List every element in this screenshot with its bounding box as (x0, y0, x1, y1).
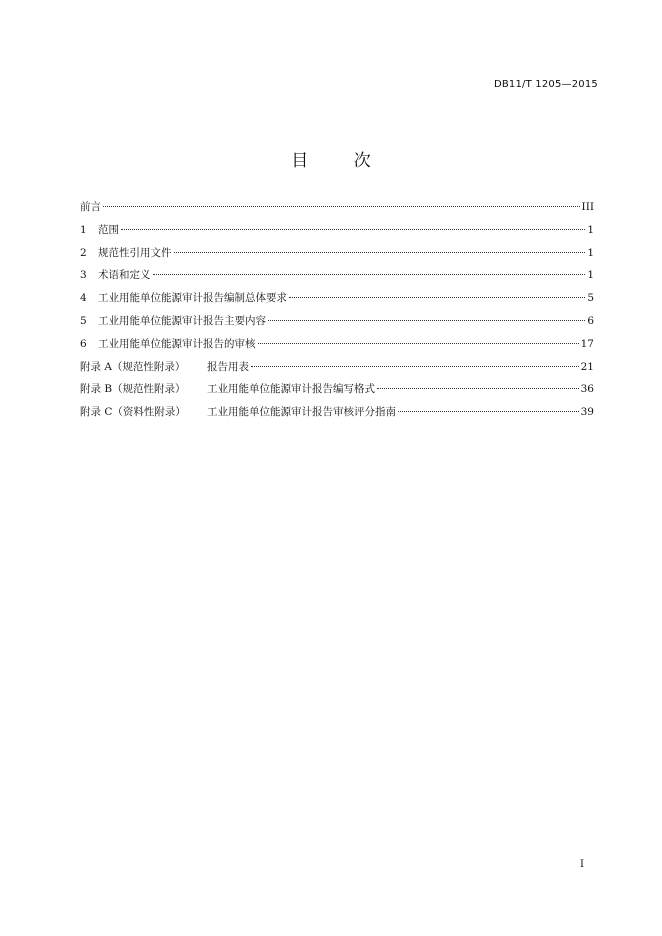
toc-leader-dots (377, 388, 579, 389)
toc-entry-number: 1 (80, 223, 87, 236)
toc-leader-dots (174, 252, 586, 253)
toc-entry-appendix-c[interactable] (80, 404, 594, 427)
toc-entry-page: 1 (587, 223, 594, 236)
toc-entry-page: 36 (580, 383, 594, 396)
table-of-contents (80, 199, 594, 427)
page-number: I (580, 859, 584, 870)
toc-entry-page: 1 (587, 269, 594, 282)
toc-title: 目 次 (291, 151, 391, 171)
toc-leader-dots (289, 297, 585, 298)
toc-appendix-prefix: 附录 A（规范性附录） (80, 360, 186, 373)
toc-leader-dots (153, 274, 586, 275)
toc-leader-dots (258, 343, 579, 344)
toc-entry-page: 5 (587, 292, 594, 305)
toc-entry-page: 1 (587, 246, 594, 259)
toc-entry-2[interactable] (80, 245, 594, 268)
toc-leader-dots (121, 229, 585, 230)
toc-entry-label: 工业用能单位能源审计报告审核评分指南 (207, 406, 396, 419)
toc-entry-number: 5 (80, 314, 87, 327)
toc-entry-page: III (581, 201, 594, 213)
toc-entry-label: 范围 (98, 223, 119, 236)
toc-leader-dots (398, 411, 579, 412)
toc-leader-dots (103, 206, 580, 207)
toc-entry-page: 39 (580, 406, 594, 419)
document-code: DB11/T 1205—2015 (493, 79, 598, 90)
toc-entry-page: 17 (580, 337, 594, 350)
toc-leader-dots (268, 320, 585, 321)
toc-entry-label: 规范性引用文件 (98, 246, 172, 259)
toc-entry-number: 2 (80, 246, 87, 259)
toc-entry-number: 3 (80, 269, 87, 282)
toc-entry-label: 工业用能单位能源审计报告主要内容 (98, 314, 266, 327)
toc-entry-number: 4 (80, 292, 87, 305)
toc-leader-dots (251, 366, 579, 367)
toc-entry-3[interactable] (80, 267, 594, 290)
toc-entry-number: 6 (80, 337, 87, 350)
toc-entry-6[interactable] (80, 336, 594, 359)
toc-entry-page: 21 (580, 360, 594, 373)
toc-entry-label: 前言 (80, 201, 101, 213)
toc-entry-5[interactable] (80, 313, 594, 336)
toc-entry-label: 报告用表 (207, 360, 249, 373)
toc-entry-appendix-a[interactable] (80, 359, 594, 382)
toc-entry-label: 工业用能单位能源审计报告编写格式 (207, 383, 375, 396)
toc-entry-1[interactable] (80, 222, 594, 245)
toc-appendix-prefix: 附录 B（规范性附录） (80, 383, 186, 396)
toc-entry-foreword[interactable] (80, 199, 594, 222)
toc-entry-label: 工业用能单位能源审计报告编制总体要求 (98, 292, 287, 305)
toc-entry-page: 6 (587, 314, 594, 327)
toc-entry-appendix-b[interactable] (80, 381, 594, 404)
toc-entry-4[interactable] (80, 290, 594, 313)
toc-entry-label: 术语和定义 (98, 269, 151, 282)
toc-entry-label: 工业用能单位能源审计报告的审核 (98, 337, 256, 350)
toc-appendix-prefix: 附录 C（资料性附录） (80, 406, 186, 419)
